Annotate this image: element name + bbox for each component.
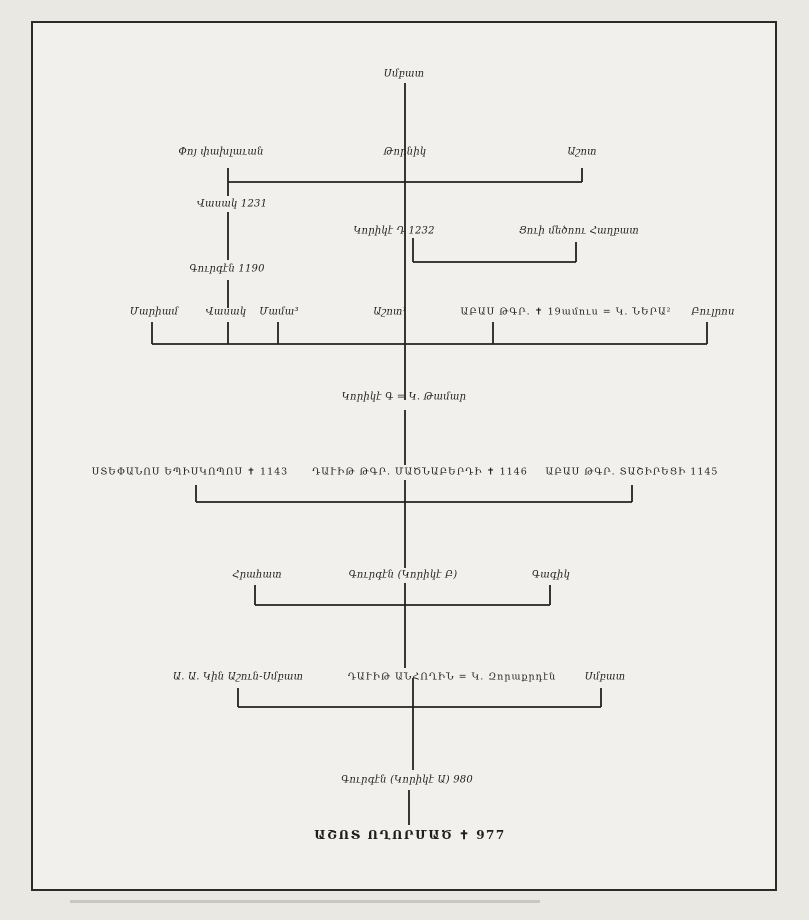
node-ashot-oghormats: ԱՇՈՏ ՈՂՈՐՄԱԾ ✝ 977 [314, 828, 506, 842]
node-vasak: Վասակ [205, 306, 247, 318]
node-gurgen-kyurike-b: Գուրգէն (Կորիկէ Բ) [348, 569, 458, 581]
node-abas-tr: ԱԲԱՍ ԹԳՐ. ✝ 19ամուս = Կ. ՆԵՐԱ² [460, 306, 672, 318]
node-vasak-1231: Վասակ 1231 [196, 198, 268, 210]
node-mariam: Մարիամ [129, 306, 179, 318]
node-mama: Մամա³ [259, 306, 299, 318]
node-kyurike-d: Կորիկէ Դ 1232 [353, 225, 435, 237]
node-aa-kin: Ա. Ա. Կին Աշուն-Սմբատ [172, 671, 304, 683]
node-sumbat: Սմբատ [383, 68, 425, 80]
node-gurgen-1190: Գուրգէն 1190 [189, 263, 265, 275]
node-pap-pahlavani: Փոյ փախլաւան [178, 146, 264, 158]
node-daughter-hagbat: Ցուի մեծոու Հաղբատ [519, 225, 639, 237]
node-davit-mantsnaberd: ԴԱՒԻԹ ԹԳՐ. ՄԱԾՆԱԲԵՐԴԻ ✝ 1146 [312, 466, 528, 478]
node-abas-tashir: ԱԲԱՍ ԹԳՐ. ՏԱՇԻՐԵՑԻ 1145 [545, 466, 719, 478]
node-hrahat: Հրահատ [232, 569, 282, 581]
node-ashot-1: Աշոտ¹ [373, 306, 407, 318]
node-gagik: Գագիկ [531, 569, 571, 581]
node-bagrevand: Բուլրոս [691, 306, 735, 318]
node-kyurike-g: Կորիկէ Գ = Կ. Թամար [341, 391, 467, 403]
node-smbat-right: Սմբատ [584, 671, 626, 683]
node-davit-anhoghin: ԴԱՒԻԹ ԱՆՀՈՂԻՆ = Կ. Զորաքրդէն [347, 671, 557, 683]
node-stepanos: ՍՏԵՓԱՆՈՍ ԵՊԻՍԿՈՊՈՍ ✝ 1143 [91, 466, 289, 478]
page-shadow [70, 900, 540, 903]
node-gurgen-kyurike-a: Գուրգէն (Կորիկէ Ա) 980 [341, 774, 473, 786]
node-ashot-top: Աշոտ [567, 146, 597, 158]
node-tornik: Թորնիկ [383, 146, 427, 158]
